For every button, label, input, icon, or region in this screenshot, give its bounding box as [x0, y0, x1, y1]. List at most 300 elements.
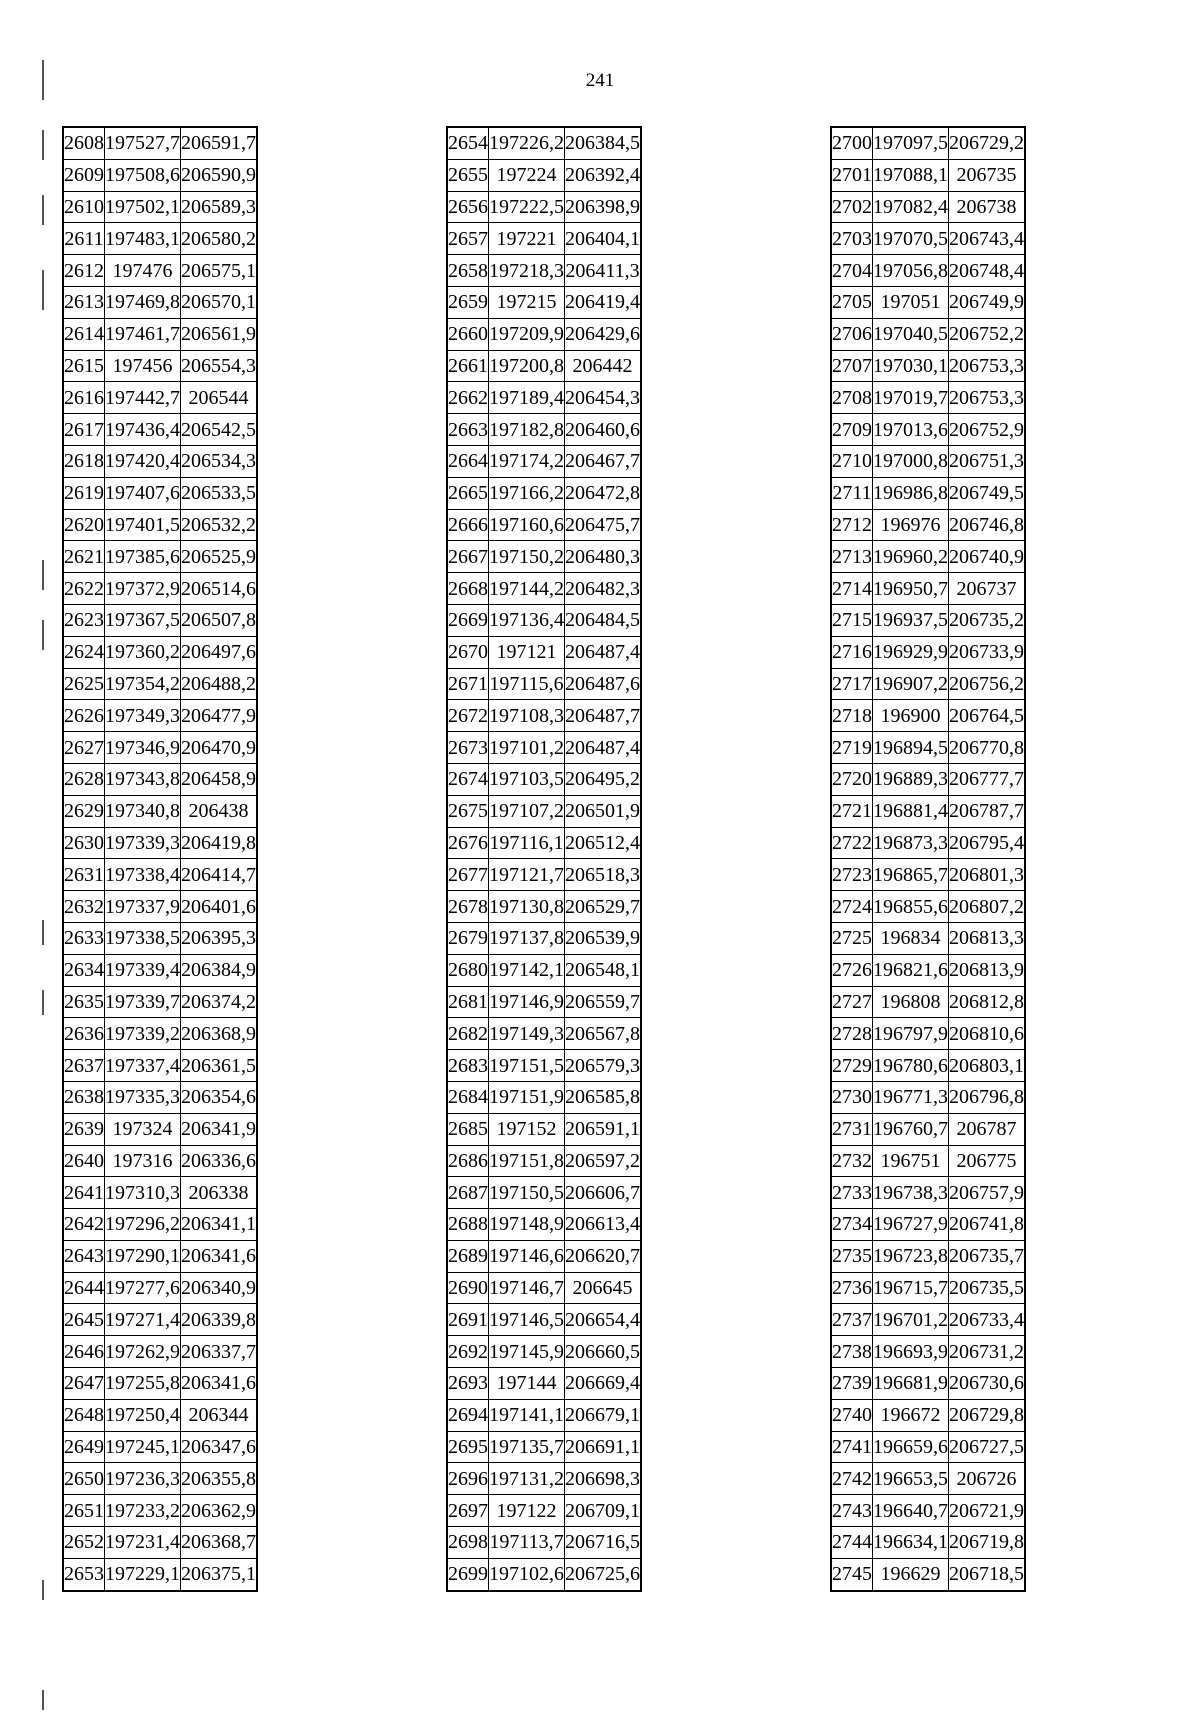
coord-x-cell: 197360,2: [105, 636, 181, 668]
coord-y-cell: 206361,5: [181, 1050, 258, 1082]
coord-x-cell: 197354,2: [105, 668, 181, 700]
coord-y-cell: 206341,9: [181, 1113, 258, 1145]
point-number-cell: 2741: [831, 1431, 873, 1463]
coord-x-cell: 197222,5: [489, 191, 565, 223]
coord-y-cell: 206501,9: [565, 795, 642, 827]
coord-x-cell: 197051: [873, 286, 949, 318]
coord-y-cell: 206340,9: [181, 1272, 258, 1304]
coord-y-cell: 206477,9: [181, 700, 258, 732]
point-number-cell: 2713: [831, 541, 873, 573]
coord-y-cell: 206735,2: [949, 604, 1026, 636]
coord-y-cell: 206341,6: [181, 1240, 258, 1272]
point-number-cell: 2723: [831, 859, 873, 891]
coord-x-cell: 196701,2: [873, 1304, 949, 1336]
table-row: [63, 445, 257, 477]
coord-x-cell: 197337,9: [105, 891, 181, 923]
table-row: [63, 922, 257, 954]
point-number-cell: 2737: [831, 1304, 873, 1336]
coordinate-table: [446, 126, 642, 1592]
point-number-cell: 2673: [447, 732, 489, 764]
point-number-cell: 2719: [831, 732, 873, 764]
coord-y-cell: 206787,7: [949, 795, 1026, 827]
table-row: [63, 350, 257, 382]
point-number-cell: 2664: [447, 445, 489, 477]
point-number-cell: 2631: [63, 859, 105, 891]
point-number-cell: 2623: [63, 604, 105, 636]
coord-y-cell: 206753,3: [949, 382, 1026, 414]
coord-x-cell: 197102,6: [489, 1558, 565, 1590]
point-number-cell: 2743: [831, 1495, 873, 1527]
table-row: [831, 922, 1025, 954]
table-row: [831, 1272, 1025, 1304]
coord-x-cell: 197082,4: [873, 191, 949, 223]
point-number-cell: 2715: [831, 604, 873, 636]
point-number-cell: 2732: [831, 1145, 873, 1177]
table-row: [831, 1018, 1025, 1050]
point-number-cell: 2677: [447, 859, 489, 891]
table-row: [831, 1463, 1025, 1495]
point-number-cell: 2693: [447, 1368, 489, 1400]
point-number-cell: 2733: [831, 1177, 873, 1209]
coord-x-cell: 196653,5: [873, 1463, 949, 1495]
point-number-cell: 2630: [63, 827, 105, 859]
coord-x-cell: 197456: [105, 350, 181, 382]
table-row: [447, 1209, 641, 1241]
coord-x-cell: 197335,3: [105, 1081, 181, 1113]
scan-edge-mark: [42, 1690, 44, 1710]
point-number-cell: 2703: [831, 223, 873, 255]
coord-y-cell: 206741,8: [949, 1209, 1026, 1241]
coord-x-cell: 197101,2: [489, 732, 565, 764]
coord-x-cell: 197146,5: [489, 1304, 565, 1336]
coord-x-cell: 197401,5: [105, 509, 181, 541]
point-number-cell: 2610: [63, 191, 105, 223]
coord-y-cell: 206735,5: [949, 1272, 1026, 1304]
point-number-cell: 2628: [63, 763, 105, 795]
coord-x-cell: 197137,8: [489, 922, 565, 954]
coord-x-cell: 196629: [873, 1558, 949, 1590]
point-number-cell: 2632: [63, 891, 105, 923]
table-row: [63, 573, 257, 605]
coord-x-cell: 197130,8: [489, 891, 565, 923]
coord-y-cell: 206726: [949, 1463, 1026, 1495]
table-row: [831, 954, 1025, 986]
table-row: [447, 891, 641, 923]
coord-x-cell: 196640,7: [873, 1495, 949, 1527]
coord-x-cell: 197343,8: [105, 763, 181, 795]
point-number-cell: 2625: [63, 668, 105, 700]
coord-x-cell: 197150,5: [489, 1177, 565, 1209]
coord-x-cell: 196900: [873, 700, 949, 732]
table-row: [447, 223, 641, 255]
coord-x-cell: 197339,4: [105, 954, 181, 986]
coord-y-cell: 206735: [949, 159, 1026, 191]
table-row: [831, 350, 1025, 382]
coord-y-cell: 206544: [181, 382, 258, 414]
coord-y-cell: 206606,7: [565, 1177, 642, 1209]
coord-y-cell: 206480,3: [565, 541, 642, 573]
coord-x-cell: 197250,4: [105, 1399, 181, 1431]
coord-y-cell: 206698,3: [565, 1463, 642, 1495]
coord-x-cell: 197182,8: [489, 414, 565, 446]
point-number-cell: 2633: [63, 922, 105, 954]
point-number-cell: 2721: [831, 795, 873, 827]
table-row: [63, 732, 257, 764]
table-row: [447, 350, 641, 382]
coord-x-cell: 197218,3: [489, 255, 565, 287]
table-row: [63, 1304, 257, 1336]
coord-x-cell: 197340,8: [105, 795, 181, 827]
table-row: [447, 1368, 641, 1400]
table-row: [447, 191, 641, 223]
coord-y-cell: 206787: [949, 1113, 1026, 1145]
coord-x-cell: 196937,5: [873, 604, 949, 636]
point-number-cell: 2617: [63, 414, 105, 446]
coord-x-cell: 197146,9: [489, 986, 565, 1018]
table-row: [447, 732, 641, 764]
coord-y-cell: 206534,3: [181, 445, 258, 477]
coord-x-cell: 196929,9: [873, 636, 949, 668]
table-row: [63, 1272, 257, 1304]
table-row: [447, 1304, 641, 1336]
coord-y-cell: 206752,9: [949, 414, 1026, 446]
coord-x-cell: 197233,2: [105, 1495, 181, 1527]
point-number-cell: 2639: [63, 1113, 105, 1145]
point-number-cell: 2717: [831, 668, 873, 700]
coord-x-cell: 197337,4: [105, 1050, 181, 1082]
point-number-cell: 2724: [831, 891, 873, 923]
table-row: [63, 795, 257, 827]
point-number-cell: 2742: [831, 1463, 873, 1495]
point-number-cell: 2643: [63, 1240, 105, 1272]
coord-x-cell: 197224: [489, 159, 565, 191]
coord-y-cell: 206679,1: [565, 1399, 642, 1431]
coord-y-cell: 206419,4: [565, 286, 642, 318]
point-number-cell: 2712: [831, 509, 873, 541]
point-number-cell: 2624: [63, 636, 105, 668]
point-number-cell: 2645: [63, 1304, 105, 1336]
table-row: [447, 763, 641, 795]
coord-y-cell: 206752,2: [949, 318, 1026, 350]
coord-y-cell: 206532,2: [181, 509, 258, 541]
table-row: [831, 1368, 1025, 1400]
table-row: [831, 1081, 1025, 1113]
coord-y-cell: 206740,9: [949, 541, 1026, 573]
coord-x-cell: 197107,2: [489, 795, 565, 827]
point-number-cell: 2692: [447, 1336, 489, 1368]
coord-x-cell: 197108,3: [489, 700, 565, 732]
coord-y-cell: 206542,5: [181, 414, 258, 446]
point-number-cell: 2647: [63, 1368, 105, 1400]
point-number-cell: 2738: [831, 1336, 873, 1368]
coord-y-cell: 206559,7: [565, 986, 642, 1018]
scan-edge-mark: [42, 990, 44, 1015]
coord-y-cell: 206336,6: [181, 1145, 258, 1177]
coord-y-cell: 206354,6: [181, 1081, 258, 1113]
point-number-cell: 2744: [831, 1527, 873, 1559]
coord-x-cell: 196894,5: [873, 732, 949, 764]
table-row: [831, 859, 1025, 891]
table-row: [831, 573, 1025, 605]
coord-x-cell: 197013,6: [873, 414, 949, 446]
point-number-cell: 2702: [831, 191, 873, 223]
point-number-cell: 2635: [63, 986, 105, 1018]
coord-x-cell: 197088,1: [873, 159, 949, 191]
coord-y-cell: 206746,8: [949, 509, 1026, 541]
coord-y-cell: 206561,9: [181, 318, 258, 350]
point-number-cell: 2700: [831, 127, 873, 159]
coord-y-cell: 206735,7: [949, 1240, 1026, 1272]
table-row: [447, 700, 641, 732]
coord-y-cell: 206751,3: [949, 445, 1026, 477]
table-row: [63, 318, 257, 350]
coord-y-cell: 206554,3: [181, 350, 258, 382]
coord-x-cell: 197144,2: [489, 573, 565, 605]
point-number-cell: 2637: [63, 1050, 105, 1082]
coord-x-cell: 197346,9: [105, 732, 181, 764]
table-row: [447, 1145, 641, 1177]
coord-y-cell: 206613,4: [565, 1209, 642, 1241]
coord-x-cell: 197141,1: [489, 1399, 565, 1431]
coord-y-cell: 206729,8: [949, 1399, 1026, 1431]
scan-edge-mark: [42, 920, 44, 945]
table-row: [63, 255, 257, 287]
coord-x-cell: 196659,6: [873, 1431, 949, 1463]
coord-x-cell: 197442,7: [105, 382, 181, 414]
table-row: [63, 1018, 257, 1050]
point-number-cell: 2695: [447, 1431, 489, 1463]
coord-x-cell: 197290,1: [105, 1240, 181, 1272]
coord-y-cell: 206737: [949, 573, 1026, 605]
table-row: [831, 1209, 1025, 1241]
coord-x-cell: 197136,4: [489, 604, 565, 636]
point-number-cell: 2611: [63, 223, 105, 255]
coord-x-cell: 196738,3: [873, 1177, 949, 1209]
coord-x-cell: 197160,6: [489, 509, 565, 541]
point-number-cell: 2642: [63, 1209, 105, 1241]
coord-y-cell: 206375,1: [181, 1558, 258, 1590]
scan-edge-mark: [42, 620, 44, 650]
table-row: [63, 1145, 257, 1177]
coord-y-cell: 206801,3: [949, 859, 1026, 891]
coord-x-cell: 197030,1: [873, 350, 949, 382]
coord-y-cell: 206384,9: [181, 954, 258, 986]
coord-x-cell: 196727,9: [873, 1209, 949, 1241]
coord-x-cell: 197149,3: [489, 1018, 565, 1050]
coord-y-cell: 206654,4: [565, 1304, 642, 1336]
table-row: [447, 1495, 641, 1527]
point-number-cell: 2661: [447, 350, 489, 382]
coordinate-table: [830, 126, 1026, 1592]
point-number-cell: 2656: [447, 191, 489, 223]
coord-y-cell: 206749,9: [949, 286, 1026, 318]
coord-x-cell: 197245,1: [105, 1431, 181, 1463]
point-number-cell: 2740: [831, 1399, 873, 1431]
point-number-cell: 2668: [447, 573, 489, 605]
coord-x-cell: 197148,9: [489, 1209, 565, 1241]
table-row: [63, 477, 257, 509]
coord-y-cell: 206495,2: [565, 763, 642, 795]
table-row: [831, 1495, 1025, 1527]
point-number-cell: 2629: [63, 795, 105, 827]
table-row: [63, 954, 257, 986]
coord-y-cell: 206795,4: [949, 827, 1026, 859]
coord-y-cell: 206487,4: [565, 732, 642, 764]
coord-x-cell: 197277,6: [105, 1272, 181, 1304]
coord-x-cell: 197296,2: [105, 1209, 181, 1241]
point-number-cell: 2613: [63, 286, 105, 318]
coord-x-cell: 197385,6: [105, 541, 181, 573]
coord-y-cell: 206362,9: [181, 1495, 258, 1527]
coord-x-cell: 196797,9: [873, 1018, 949, 1050]
point-number-cell: 2688: [447, 1209, 489, 1241]
coord-x-cell: 196760,7: [873, 1113, 949, 1145]
scan-edge-mark: [42, 195, 44, 225]
table-row: [447, 1431, 641, 1463]
point-number-cell: 2745: [831, 1558, 873, 1590]
coord-y-cell: 206384,5: [565, 127, 642, 159]
point-number-cell: 2634: [63, 954, 105, 986]
point-number-cell: 2658: [447, 255, 489, 287]
point-number-cell: 2660: [447, 318, 489, 350]
table-row: [447, 604, 641, 636]
point-number-cell: 2619: [63, 477, 105, 509]
coord-x-cell: 197152: [489, 1113, 565, 1145]
table-row: [63, 1558, 257, 1590]
coord-x-cell: 197121: [489, 636, 565, 668]
coord-x-cell: 196950,7: [873, 573, 949, 605]
table-row: [63, 541, 257, 573]
table-row: [447, 382, 641, 414]
table-row: [831, 636, 1025, 668]
coord-x-cell: 197339,2: [105, 1018, 181, 1050]
table-row: [831, 541, 1025, 573]
point-number-cell: 2626: [63, 700, 105, 732]
table-row: [447, 477, 641, 509]
point-number-cell: 2686: [447, 1145, 489, 1177]
coord-x-cell: 197231,4: [105, 1527, 181, 1559]
point-number-cell: 2616: [63, 382, 105, 414]
table-row: [447, 1399, 641, 1431]
point-number-cell: 2711: [831, 477, 873, 509]
coord-x-cell: 197226,2: [489, 127, 565, 159]
table-row: [63, 382, 257, 414]
coord-x-cell: 197271,4: [105, 1304, 181, 1336]
coord-x-cell: 197142,1: [489, 954, 565, 986]
table-row: [447, 1527, 641, 1559]
table-row: [63, 1240, 257, 1272]
coord-y-cell: 206579,3: [565, 1050, 642, 1082]
coord-y-cell: 206669,4: [565, 1368, 642, 1400]
coord-y-cell: 206591,7: [181, 127, 258, 159]
table-row: [447, 1113, 641, 1145]
point-number-cell: 2709: [831, 414, 873, 446]
coord-x-cell: 197236,3: [105, 1463, 181, 1495]
coord-x-cell: 197209,9: [489, 318, 565, 350]
coord-y-cell: 206484,5: [565, 604, 642, 636]
table-row: [831, 477, 1025, 509]
table-row: [831, 445, 1025, 477]
point-number-cell: 2644: [63, 1272, 105, 1304]
point-number-cell: 2701: [831, 159, 873, 191]
coord-x-cell: 197420,4: [105, 445, 181, 477]
table-row: [63, 127, 257, 159]
coord-x-cell: 196881,4: [873, 795, 949, 827]
coord-y-cell: 206813,3: [949, 922, 1026, 954]
table-row: [831, 1399, 1025, 1431]
coord-y-cell: 206803,1: [949, 1050, 1026, 1082]
coord-y-cell: 206487,6: [565, 668, 642, 700]
point-number-cell: 2674: [447, 763, 489, 795]
table-row: [447, 318, 641, 350]
coord-y-cell: 206374,2: [181, 986, 258, 1018]
coord-y-cell: 206757,9: [949, 1177, 1026, 1209]
point-number-cell: 2667: [447, 541, 489, 573]
point-number-cell: 2708: [831, 382, 873, 414]
coord-y-cell: 206691,1: [565, 1431, 642, 1463]
coord-y-cell: 206567,8: [565, 1018, 642, 1050]
coord-y-cell: 206753,3: [949, 350, 1026, 382]
table-row: [63, 1368, 257, 1400]
table-row: [447, 1463, 641, 1495]
coord-x-cell: 197151,5: [489, 1050, 565, 1082]
coord-x-cell: 197502,1: [105, 191, 181, 223]
table-row: [447, 1336, 641, 1368]
coord-x-cell: 197103,5: [489, 763, 565, 795]
table-row: [831, 159, 1025, 191]
coord-y-cell: 206482,3: [565, 573, 642, 605]
table-row: [447, 1272, 641, 1304]
table-row: [447, 795, 641, 827]
coord-x-cell: 197461,7: [105, 318, 181, 350]
point-number-cell: 2675: [447, 795, 489, 827]
coord-x-cell: 197200,8: [489, 350, 565, 382]
coord-x-cell: 197144: [489, 1368, 565, 1400]
point-number-cell: 2722: [831, 827, 873, 859]
table-row: [63, 1081, 257, 1113]
table-row: [831, 668, 1025, 700]
table-row: [831, 1304, 1025, 1336]
scan-edge-mark: [42, 270, 44, 310]
coord-x-cell: 196855,6: [873, 891, 949, 923]
table-row: [831, 318, 1025, 350]
point-number-cell: 2725: [831, 922, 873, 954]
table-row: [447, 445, 641, 477]
coord-y-cell: 206585,8: [565, 1081, 642, 1113]
point-number-cell: 2730: [831, 1081, 873, 1113]
coordinate-table: [62, 126, 258, 1592]
table-row: [63, 1113, 257, 1145]
table-row: [447, 573, 641, 605]
coord-x-cell: 197436,4: [105, 414, 181, 446]
coord-y-cell: 206442: [565, 350, 642, 382]
coord-y-cell: 206580,2: [181, 223, 258, 255]
coord-y-cell: 206525,9: [181, 541, 258, 573]
table-row: [63, 223, 257, 255]
point-number-cell: 2699: [447, 1558, 489, 1590]
coord-x-cell: 197121,7: [489, 859, 565, 891]
coord-y-cell: 206796,8: [949, 1081, 1026, 1113]
point-number-cell: 2665: [447, 477, 489, 509]
point-number-cell: 2638: [63, 1081, 105, 1113]
table-row: [63, 1463, 257, 1495]
coord-y-cell: 206721,9: [949, 1495, 1026, 1527]
coord-y-cell: 206591,1: [565, 1113, 642, 1145]
table-row: [831, 1558, 1025, 1590]
coord-x-cell: 196723,8: [873, 1240, 949, 1272]
coord-y-cell: 206438: [181, 795, 258, 827]
coord-x-cell: 196634,1: [873, 1527, 949, 1559]
